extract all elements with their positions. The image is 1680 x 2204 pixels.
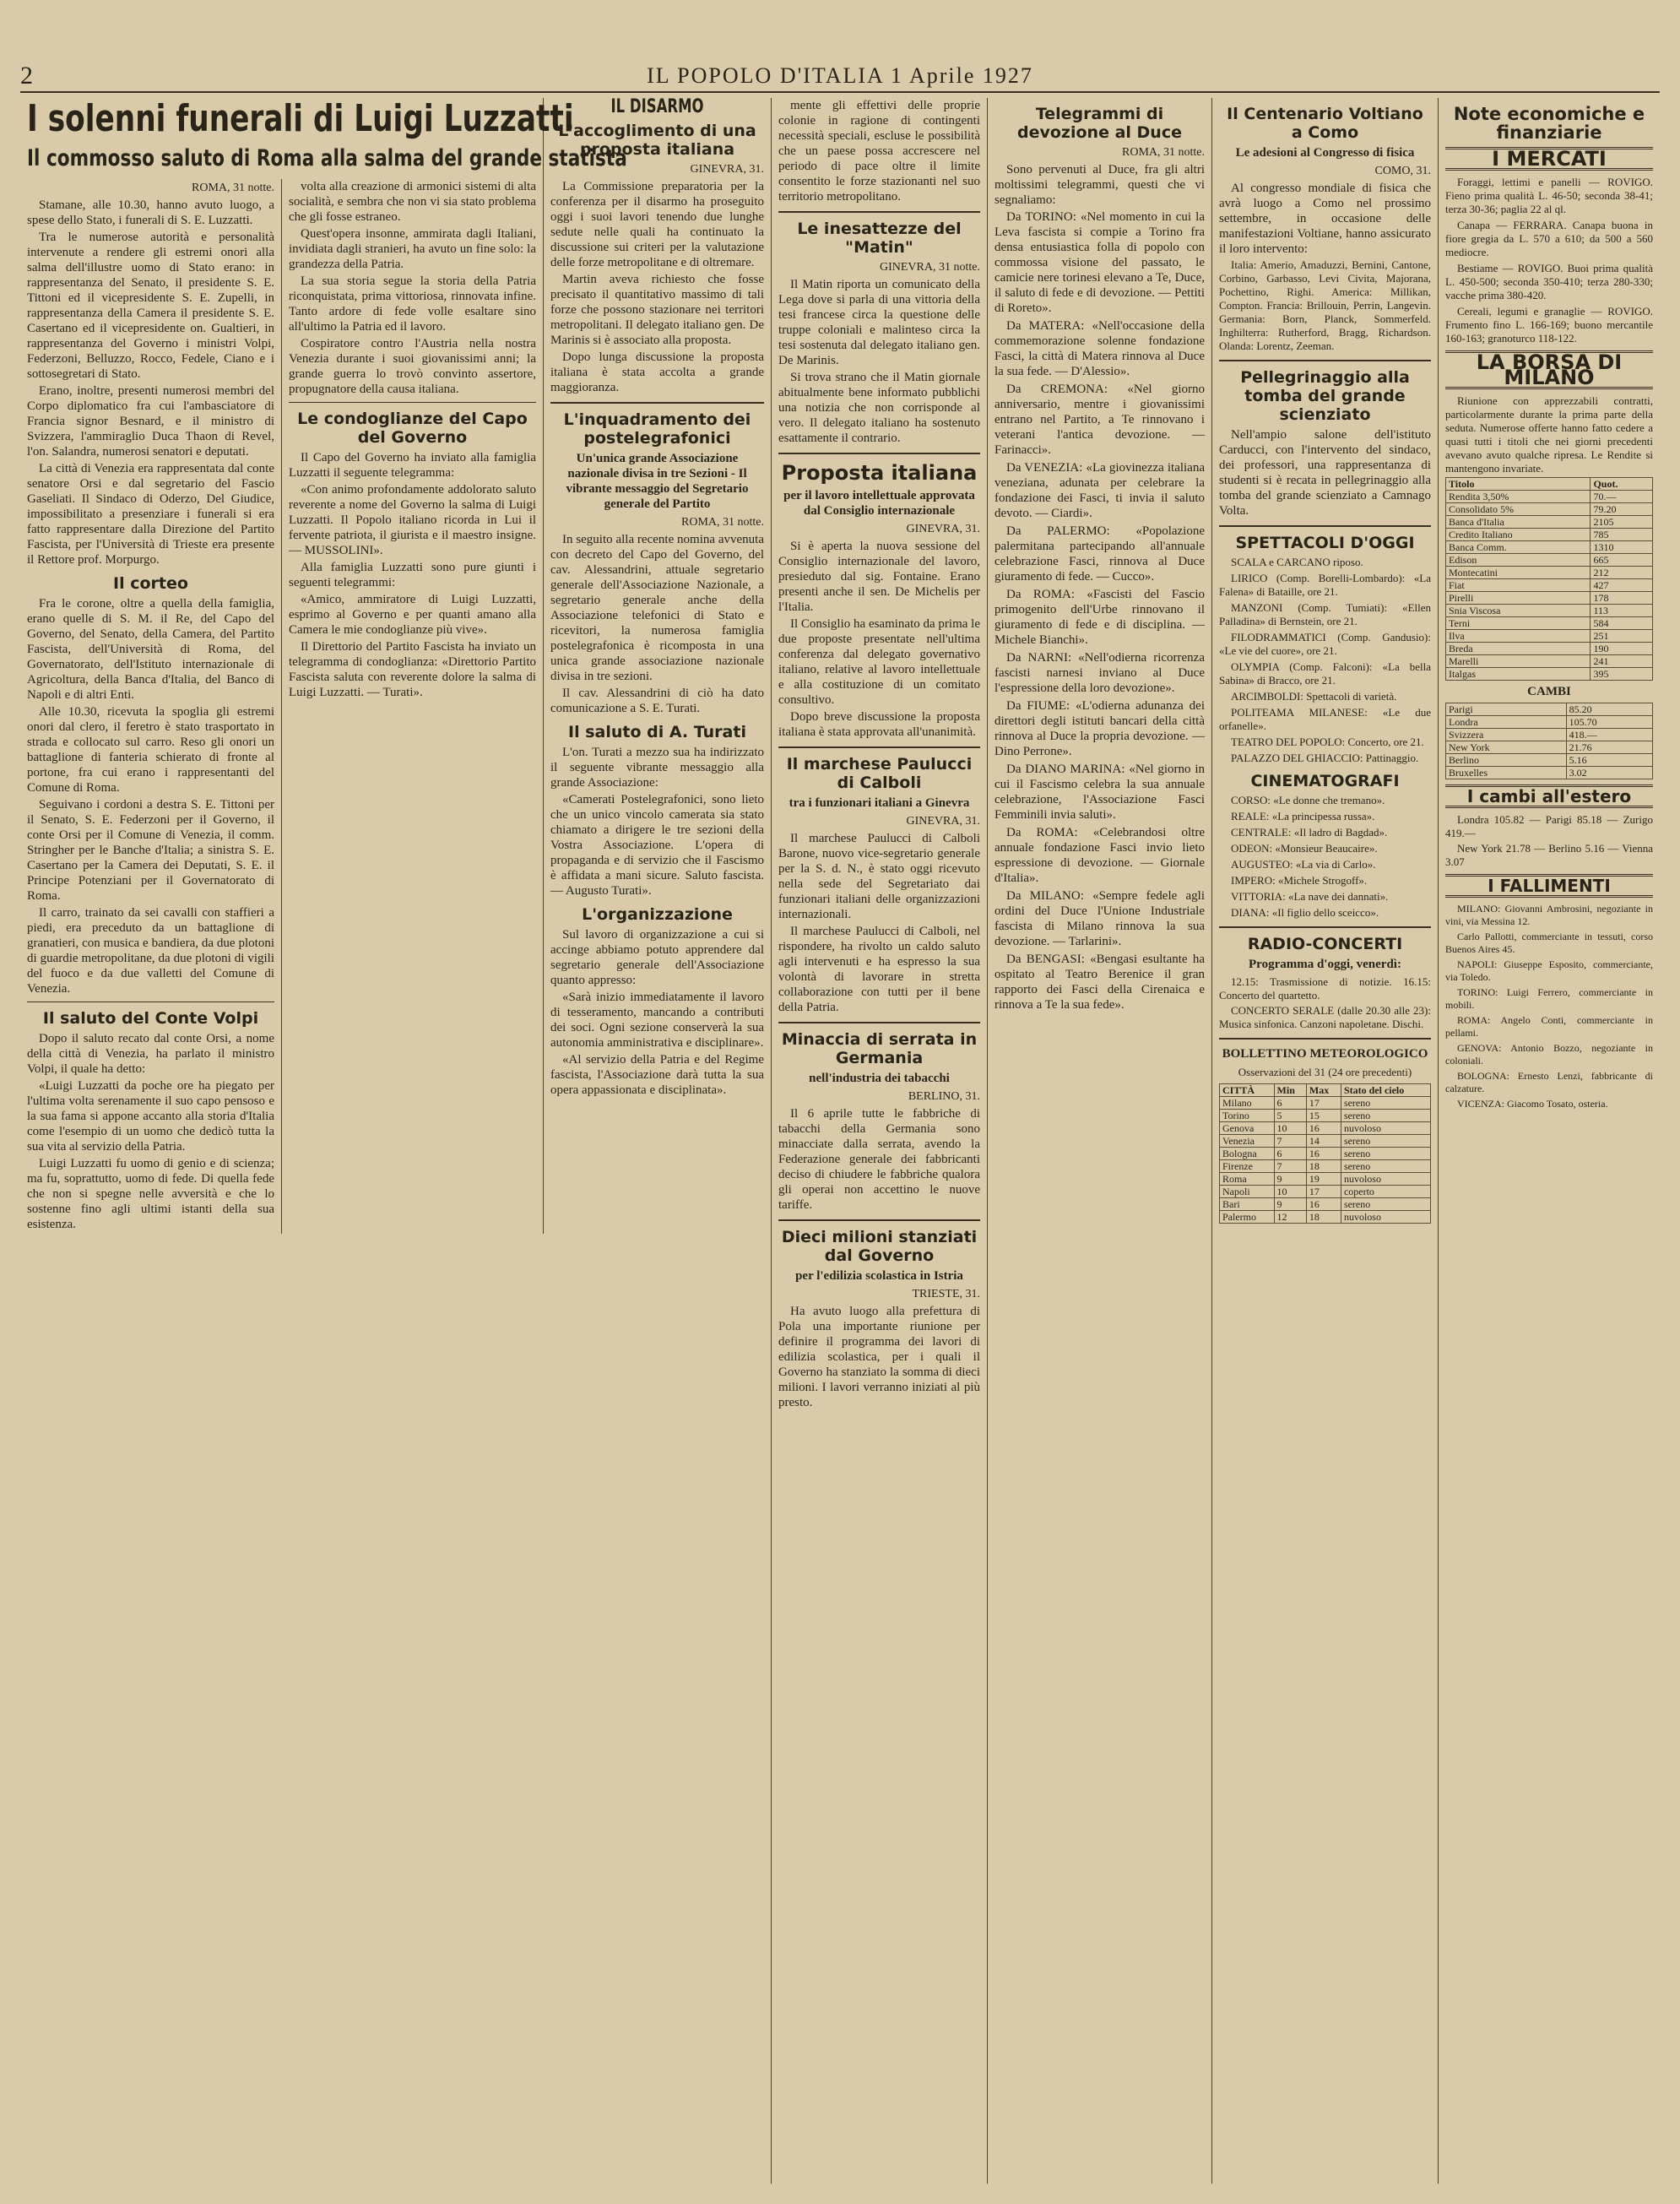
section-title: Le condoglianze del Capo del Governo <box>297 410 528 447</box>
table-header: Max <box>1306 1084 1341 1097</box>
section-title: Il saluto del Conte Volpi <box>42 1009 259 1028</box>
economia-column <box>1439 98 1660 2184</box>
telegram-item: Da ROMA: «Fascisti del Fascio primogenito dell'Urbe rinnovano il giuramento di fede e di disciplina. — Michele Bianchi». <box>994 588 1205 647</box>
table-row: Torino 5 15 sereno <box>1220 1110 1431 1122</box>
paragraph: Luigi Luzzatti fu uomo di genio e di scienza; ma fu, soprattutto, uomo di fede. Di quella fede che non si spegne nelle avversità e che lo sostenne fino agli ultimi istanti della sua esistenza. <box>27 1157 274 1231</box>
dateline: GINEVRA, 31. <box>690 163 764 176</box>
telegram-item: Da PALERMO: «Popolazione palermitana partecipando all'annuale celebrazione Fasci, rinnova al Duce giuramento di fede. — Cucco». <box>994 524 1205 584</box>
exchange-table <box>1445 703 1653 779</box>
paragraph: Stamane, alle 10.30, hanno avuto luogo, a spese dello Stato, i funerali di S. E. Luzzatti. <box>27 198 274 227</box>
telegram-item: Da DIANO MARINA: «Nel giorno in cui il Fascismo celebra la sua annuale celebrazione, l'Associazione Fasci Femminili invia saluti». <box>994 763 1205 822</box>
article-title: Dieci milioni stanziati dal Governo <box>781 1228 978 1265</box>
paragraph: mente gli effettivi delle proprie colonie in ragione di contingenti necessità speciali, escluse le possibilità che un paese possa accrescere nel periodo di pace oltre il limite consentito le forze stazionanti nel suo territorio metropolitano. <box>778 99 980 204</box>
article-title: Minaccia di serrata in Germania <box>781 1030 978 1067</box>
dateline: ROMA, 31 notte. <box>192 182 274 194</box>
table-row: Italgas 395 <box>1446 668 1653 681</box>
paragraph: Il Matin riporta un comunicato della Lega dove si parla di una vittoria della tesi francese circa la questione delle truppe coloniali e malinteso circa la tesi sostenuta dal delegato italiano gen. De Marinis. <box>778 278 980 367</box>
paragraph: Al congresso mondiale di fisica che avrà luogo a Como nel prossimo settembre, in occasione delle manifestazioni Voltiane, hanno assicurato il loro intervento: <box>1219 182 1431 256</box>
paragraph: Il 6 aprile tutte le fabbriche di tabacchi della Germania sono minacciate dalla serrata, avendo la Federazione generale dei fabbricanti deciso di chiudere le fabbriche qualora gli operai non accettino le nuove tariffe. <box>778 1107 980 1212</box>
listing-item: CORSO: «Le donne che tremano». <box>1231 794 1385 806</box>
telegram-item: Da MILANO: «Sempre fedele agli ordini del Duce l'Unione Industriale fascista di Milano rinnova la sua devozione. — Tarlarini». <box>994 889 1205 948</box>
table-row: Napoli 10 17 coperto <box>1220 1186 1431 1198</box>
listing-item: ARCIMBOLDI: Spettacoli di varietà. <box>1231 690 1397 703</box>
section-title: I cambi all'estero <box>1445 784 1653 808</box>
list-item: BOLOGNA: Ernesto Lenzi, fabbricante di calzature. <box>1445 1070 1653 1094</box>
listing-item: SCALA e CARCANO riposo. <box>1231 556 1363 568</box>
table-row: Pirelli 178 <box>1446 592 1653 605</box>
listing-item: OLYMPIA (Comp. Falconi): «La bella Sabina» di Bracco, ore 21. <box>1219 660 1431 687</box>
paragraph: Riunione con apprezzabili contratti, particolarmente durante la prima parte della seduta. Numerose offerte hanno fatto cedere a quasi tutti i titoli che nei giorni precedenti avevano avuto qualche ripresa. Le Rendite si mantengono invariate. <box>1445 394 1653 475</box>
listing-item: POLITEAMA MILANESE: «Le due orfanelle». <box>1219 706 1431 732</box>
article-title: Proposta italiana <box>781 461 978 485</box>
paragraph: Sono pervenuti al Duce, fra gli altri moltissimi telegrammi, questi che vi segnaliamo: <box>994 163 1205 207</box>
telegram-item: Da NARNI: «Nell'odierna ricorrenza fascisti narnesi inviano al Duce l'espressione della loro devozione». <box>994 651 1205 695</box>
table-row: Banca d'Italia 2105 <box>1446 516 1653 529</box>
paragraph: «Camerati Postelegrafonici, sono lieto che un unico vincolo camerata sia stato chiamato a dirigere le tre sezioni della Vostra Associazione. L'opera di propaganda e di servizio che il Fascismo è affidata a mani sicure. Saluto fascista. — Augusto Turati». <box>550 793 764 898</box>
luzzatti-col-b <box>282 179 544 1234</box>
luzzatti-col-a <box>20 179 282 1234</box>
paragraph: Martin aveva richiesto che fosse precisato il quantitativo massimo di tali forze che possono stazionare nei territori metropolitani. Il delegato italiano gen. De Marinis si è associato alla proposta. <box>550 273 764 347</box>
section-title: BOLLETTINO METEOROLOGICO <box>1222 1047 1428 1061</box>
table-row: Parigi 85.20 <box>1446 703 1653 716</box>
page-header <box>20 61 1660 93</box>
paragraph: Dopo breve discussione la proposta italiana è stata approvata all'unanimità. <box>778 710 980 739</box>
paragraph: New York 21.78 — Berlino 5.16 — Vienna 3.07 <box>1445 842 1653 868</box>
table-row: Montecatini 212 <box>1446 567 1653 579</box>
article-title: Il Centenario Voltiano a Como <box>1227 105 1423 142</box>
section-title: SPETTACOLI D'OGGI <box>1235 534 1415 552</box>
paragraph: In seguito alla recente nomina avvenuta con decreto del Capo del Governo, del cav. Alessandrini, attuale segretario generale dell'Associazione Nazionale, a segretario generale anche della Associazione telefonici di Stato e ricevitori, la numerosa famiglia postelegrafonica è ricomposta in una unica grande associazione nazionale divisa in tre sezioni. <box>550 533 764 683</box>
paragraph: Alla famiglia Luzzatti sono pure giunti i seguenti telegrammi: <box>289 561 536 589</box>
market-item: Canapa — FERRARA. Canapa buona in fiore gregia da L. 570 a 610; da 500 a 560 mediocre. <box>1445 219 1653 258</box>
telegram-item: Da ROMA: «Celebrandosi oltre annuale fondazione Fasci invio lieto espressione di devozione. — Giornale d'Italia». <box>994 826 1205 885</box>
listing-item: PALAZZO DEL GHIACCIO: Pattinaggio. <box>1231 752 1419 764</box>
section-subtitle: Osservazioni del 31 (24 ore precedenti) <box>1238 1066 1412 1078</box>
dateline: COMO, 31. <box>1374 165 1431 177</box>
listing-item: LIRICO (Comp. Borelli-Lombardo): «La Falena» di Bataille, ore 21. <box>1219 572 1431 598</box>
paragraph: Quest'opera insonne, ammirata dagli Italiani, invidiata dagli stranieri, ha avuto un fine solo: la grandezza della Patria. <box>289 227 536 271</box>
table-row: Fiat 427 <box>1446 579 1653 592</box>
dateline: GINEVRA, 31 notte. <box>880 261 980 274</box>
listing-item: MANZONI (Comp. Tumiati): «Ellen Palladina» di Bernstein, ore 21. <box>1219 601 1431 627</box>
dateline: GINEVRA, 31. <box>906 815 980 828</box>
telegram-item: Da CREMONA: «Nel giorno anniversario, mentre i giovanissimi entrano nel Partito, a Te rinnovano i veterani l'antica devozione. — Farinacci». <box>994 383 1205 457</box>
table-row: Palermo 12 18 nuvoloso <box>1220 1211 1431 1224</box>
telegrammi-column <box>988 98 1212 2184</box>
luzzatti-article <box>20 97 627 2184</box>
table-header: Stato del cielo <box>1341 1084 1430 1097</box>
list-item: ROMA: Angelo Conti, commerciante in pellami. <box>1445 1014 1653 1039</box>
table-row: New York 21.76 <box>1446 741 1653 754</box>
paragraph: Il marchese Paulucci di Calboli Barone, nuovo vice-segretario generale per la S. d. N., è stato oggi ricevuto nella sede del Segretariato dai funzionari italiani delle organizzazioni internazionali. <box>778 832 980 921</box>
columns <box>20 98 1660 2184</box>
stock-table <box>1445 477 1653 681</box>
paragraph: «Al servizio della Patria e del Regime fascista, l'Associazione darà tutta la sua opera appassionata e disciplinata». <box>550 1053 764 1097</box>
dateline: ROMA, 31 notte. <box>1122 146 1205 159</box>
voltiano-column <box>1212 98 1439 2184</box>
table-row: Snia Viscosa 113 <box>1446 605 1653 617</box>
paragraph: Si è aperta la nuova sessione del Consiglio internazionale del lavoro, presieduto dal sig. Fontaine. Erano presenti anche il sen. De Michelis per l'Italia. <box>778 540 980 614</box>
paragraph: Il Direttorio del Partito Fascista ha inviato un telegramma di condoglianza: «Direttorio Partito Fascista saluta con reverente dolore la salma di Luigi Luzzatti. — Turati». <box>289 640 536 699</box>
paragraph: «Amico, ammiratore di Luigi Luzzatti, esprimo al Governo e per quanti amano alla Camera le mie condoglianze più vive». <box>289 593 536 637</box>
table-row: Rendita 3,50% 70.— <box>1446 491 1653 503</box>
section-subtitle: Programma d'oggi, venerdì: <box>1249 958 1401 971</box>
paragraph: Sul lavoro di organizzazione a cui si accinge abbiamo potuto apprendere dal segretario generale dell'Associazione quanto appresso: <box>550 928 764 987</box>
paragraph: Ha avuto luogo alla prefettura di Pola una importante riunione per definire il programma dei lavori di edilizia scolastica, per i quali il Governo ha stanziato la somma di dieci milioni. I lavori verranno iniziati al più presto. <box>778 1305 980 1409</box>
market-item: Foraggi, lettimi e panelli — ROVIGO. Fieno prima qualità L. 46-50; seconda 38-41; terza 30-36; paglia 22 al ql. <box>1445 176 1653 215</box>
telegram-item: Da MATERA: «Nell'occasione della commemorazione solenne fondazione Fasci, la città di Matera rinnova al Duce la sua fede. — D'Alessio». <box>994 319 1205 378</box>
paragraph: Il Capo del Governo ha inviato alla famiglia Luzzatti il seguente telegramma: <box>289 451 536 480</box>
ginevra-column <box>772 98 988 2184</box>
listing-item: TEATRO DEL POPOLO: Concerto, ore 21. <box>1231 736 1424 748</box>
table-row: Londra 105.70 <box>1446 716 1653 729</box>
paragraph: Cospiratore contro l'Austria nella nostra Venezia durante i suoi giovanissimi anni; la grande guerra lo trovò convinto assertore, propugnatore della causa italiana. <box>289 337 536 396</box>
article-subtitle: nell'industria dei tabacchi <box>809 1072 950 1085</box>
dateline: ROMA, 31 notte. <box>681 516 764 529</box>
list-item: GENOVA: Antonio Bozzo, negoziante in coloniali. <box>1445 1042 1653 1067</box>
dateline: BERLINO, 31. <box>908 1090 980 1103</box>
table-header: Quot. <box>1591 478 1653 491</box>
paragraph: Tra le numerose autorità e personalità intervenute a rendere gli estremi onori alla salma dell'illustre uomo di Stato erano: in rappresentanza del Senato, il presidente S. E. Tittoni ed il vicepresidente S. E. Zupelli, in rappresentanza della Camera il presidente S. E. Casertano ed il vicepresidente on. Gualtieri, in rappresentanza del Governo i ministri Volpi, Federzoni, Belluzzo, Rocco, Fedele, Ciano e i sottosegretari di Stato. <box>27 231 274 381</box>
paragraph: 12.15: Trasmissione di notizie. 16.15: Concerto del quartetto. <box>1219 975 1431 1002</box>
paragraph: «Sarà inizio immediatamente il lavoro di tesseramento, mancando a contributi dei soci. Ogni sezione conserverà la sua autonomia amministrativa e disciplinare». <box>550 991 764 1050</box>
paragraph: CONCERTO SERALE (dalle 20.30 alle 23): Musica sinfonica. Canzoni napoletane. Dischi. <box>1219 1004 1431 1030</box>
list-item: MILANO: Giovanni Ambrosini, negoziante in vini, via Messina 12. <box>1445 903 1653 927</box>
listing-item: FILODRAMMATICI (Comp. Gandusio): «Le vie del cuore», ore 21. <box>1219 631 1431 657</box>
article-title: L'inquadramento dei postelegrafonici <box>563 410 751 448</box>
article-title: Telegrammi di devozione al Duce <box>1017 105 1182 142</box>
paragraph: Nell'ampio salone dell'istituto Carducci, con l'intervento del sindaco, dei professori, una rappresentanza di studenti si è recata in pellegrinaggio alla tomba del grande scienziato a Camnago Volta. <box>1219 428 1431 518</box>
paragraph: La città di Venezia era rappresentata dal conte senatore Orsi e dal segretario del Fascio Gaseliati. Il Sindaco di Oderzo, Del Giudice, impossibilitato a presenziare i funerali si era fatto rappresentare dalla Direzione del Partito Fascista, per l'Università di Trieste era presente il Rettore prof. Morpurgo. <box>27 462 274 567</box>
article-title: Il marchese Paulucci di Calboli <box>786 755 973 792</box>
section-title: CINEMATOGRAFI <box>1250 772 1400 790</box>
table-row: Svizzera 418.— <box>1446 729 1653 741</box>
paragraph: Il carro, trainato da sei cavalli con staffieri a piedi, era preceduto da un battaglione di granatieri, con musica e bandiera, da due plotoni di guardie metropolitane, da due plotoni di vigili del fuoco e da due valletti del Comune di Venezia. <box>27 906 274 996</box>
article-subtitle: Un'unica grande Associazione nazionale divisa in tre Sezioni - Il vibrante messaggio del Segretario generale del Partito <box>566 452 749 511</box>
table-row: Bari 9 16 sereno <box>1220 1198 1431 1211</box>
listing-item: IMPERO: «Michele Strogoff». <box>1231 874 1368 887</box>
table-row: Firenze 7 18 sereno <box>1220 1160 1431 1173</box>
table-row: Banca Comm. 1310 <box>1446 541 1653 554</box>
table-header: Min <box>1274 1084 1306 1097</box>
paragraph: Il Consiglio ha esaminato da prima le due proposte presentate nell'ultima conferenza dal delegato governativo italiano, relative al lavoro intellettuale e alla costituzione di un comitato consultivo. <box>778 617 980 707</box>
table-row: Credito Italiano 785 <box>1446 529 1653 541</box>
paragraph: volta alla creazione di armonici sistemi di alta socialità, e sembra che non vi sia stato problema che gli fosse estraneo. <box>289 180 536 224</box>
section-title: Il saluto di A. Turati <box>568 723 746 741</box>
article-title: Note economiche e finanziarie <box>1453 104 1645 143</box>
table-row: Marelli 241 <box>1446 655 1653 668</box>
table-row: Bruxelles 3.02 <box>1446 767 1653 779</box>
paragraph: Dopo il saluto recato dal conte Orsi, a nome della città di Venezia, ha parlato il ministro Volpi, il quale ha detto: <box>27 1032 274 1076</box>
listing-item: REALE: «La principessa russa». <box>1231 810 1375 822</box>
table-row: Berlino 5.16 <box>1446 754 1653 767</box>
section-title: I MERCATI <box>1445 147 1653 171</box>
paragraph: Alle 10.30, ricevuta la spoglia gli estremi onori dal clero, il feretro è stato trasportato in strada e collocato sul carro. Reso gli onori un battaglione di fanteria schierato di fronte al portone, fra cui erano i rappresentanti del Comune di Roma. <box>27 705 274 795</box>
telegram-item: Da FIUME: «L'odierna adunanza dei direttori degli istituti bancari della città rinnova al Duce la propria devozione. — Dino Perrone». <box>994 699 1205 758</box>
paragraph: «Luigi Luzzatti da poche ore ha piegato per l'ultima volta serenamente il suo capo pensoso e la sua fama si appone accanto alla storia d'Italia come l'esempio di un uomo che dedicò tutta la sua vita al servizio della Patria. <box>27 1079 274 1154</box>
meteo-table <box>1219 1083 1431 1224</box>
paragraph: Dopo lunga discussione la proposta italiana è stata accolta a grande maggioranza. <box>550 350 764 394</box>
table-row: Breda 190 <box>1446 643 1653 655</box>
section-title: Il corteo <box>113 574 188 593</box>
section-title: CAMBI <box>1527 685 1571 698</box>
article-subtitle: tra i funzionari italiani a Ginevra <box>789 796 970 810</box>
dateline: GINEVRA, 31. <box>906 523 980 535</box>
telegram-item: Da BENGASI: «Bengasi esultante ha ospitato al Teatro Berenice il gran rapporto dei Fasci della Cirenaica e rinnova a Te la sua fede». <box>994 953 1205 1012</box>
table-row: Venezia 7 14 sereno <box>1220 1135 1431 1148</box>
paragraph: Fra le corone, oltre a quella della famiglia, erano quelle di S. M. il Re, del Capo del Governo, del Senato, della Camera, del Partito Fascista, dell'Università di Roma, del Governatorato, dell'Istituto internazionale di Agricoltura, della Banca d'Italia, del Banco di Napoli e di altri Enti. <box>27 597 274 702</box>
paragraph: La Commissione preparatoria per la conferenza per il disarmo ha proseguito oggi i suoi lavori tenendo due lunghe sedute nelle quali ha continuato la discussione sui criteri per la valutazione delle forze metropolitane e di oltremare. <box>550 180 764 269</box>
table-row: Terni 584 <box>1446 617 1653 630</box>
main-deck: Il commosso saluto di Roma alla salma del grande statista <box>27 145 627 171</box>
list-item: TORINO: Luigi Ferrero, commerciante in mobili. <box>1445 986 1653 1011</box>
paragraph: Erano, inoltre, presenti numerosi membri del Corpo diplomatico fra cui l'ambasciatore di Francia signor Besnard, e il ministro di Svizzera, l'ammiraglio Duca Thaon di Revel, l'on. Salandra, numerosi senatori e deputati. <box>27 384 274 459</box>
section-title: L'organizzazione <box>582 905 733 924</box>
paragraph: Italia: Amerio, Amaduzzi, Bernini, Cantone, Corbino, Garbasso, Levi Civita, Majorana, Pochettino, Righi. America: Millikan, Compton. Francia: Brillouin, Perrin, Langevin. Germania: Born, Planck, Sommerfeld. Inghilterra: Rutherford, Bragg, Richardson. Olanda: Lorentz, Zeeman. <box>1219 258 1431 352</box>
paragraph: Si trova strano che il Matin giornale abitualmente bene informato pubblichi una notizia che non corrisponde al vero. Il delegato italiano ha sostenuto esattamente il contrario. <box>778 371 980 445</box>
paragraph: Il cav. Alessandrini di ciò ha dato comunicazione a S. E. Turati. <box>550 687 764 715</box>
table-row: Edison 665 <box>1446 554 1653 567</box>
telegram-item: Da VENEZIA: «La giovinezza italiana veneziana, adunata per celebrare la fondazione dei Fasci, ti invia il saluto devoto. — Ciardi». <box>994 461 1205 520</box>
masthead: IL POPOLO D'ITALIA 1 Aprile 1927 <box>647 63 1033 88</box>
article-title: Le inesattezze del "Matin" <box>797 220 962 257</box>
section-title: LA BORSA DI MILANO <box>1445 350 1653 389</box>
page-number: 2 <box>20 62 33 90</box>
article-title: L'accoglimento di una proposta italiana <box>558 122 756 159</box>
market-item: Cereali, legumi e granaglie — ROVIGO. Frumento fino L. 166-169; buono mercantile 160-163; granoturco 118-122. <box>1445 305 1653 345</box>
listing-item: CENTRALE: «Il ladro di Bagdad». <box>1231 826 1388 839</box>
table-row: Genova 10 16 nuvoloso <box>1220 1122 1431 1135</box>
paragraph: Seguivano i cordoni a destra S. E. Tittoni per il Senato, S. E. Federzoni per il Governo, il conte Orsi per il Comune di Venezia, il comm. Stringher per le Banche d'Italia; a sinistra S. E. Casertano per la Camera dei Deputati, S. E. il Principe Potenziani per il Governatorato di Roma. <box>27 798 274 903</box>
table-row: Bologna 6 16 sereno <box>1220 1148 1431 1160</box>
paragraph: «Con animo profondamente addolorato saluto reverente a nome del Governo la salma di Luigi Luzzatti. Il Popolo italiano ricorda in Lui il fervente patriota, il giurista e il maestro insigne. — MUSSOLINI». <box>289 483 536 557</box>
main-headline: I solenni funerali di Luigi Luzzatti <box>27 97 574 140</box>
list-item: VICENZA: Giacomo Tosato, osteria. <box>1457 1098 1608 1110</box>
kicker: IL DISARMO <box>610 96 704 117</box>
article-subtitle: Le adesioni al Congresso di fisica <box>1235 146 1415 160</box>
listing-item: VITTORIA: «La nave dei dannati». <box>1231 890 1389 903</box>
listing-item: ODEON: «Monsieur Beaucaire». <box>1231 842 1378 855</box>
paragraph: Londra 105.82 — Parigi 85.18 — Zurigo 419.— <box>1445 813 1653 839</box>
section-title: RADIO-CONCERTI <box>1247 935 1403 953</box>
telegram-item: Da TORINO: «Nel momento in cui la Leva fascista si compie a Torino fra densa entusiastica folla di popolo con commossa visione del passato, le camicie nere torinesi elevano a Te, Duce, il saluto di fede e di devozione. — Pettiti di Roreto». <box>994 210 1205 315</box>
disarmo-column <box>544 98 772 2184</box>
list-item: NAPOLI: Giuseppe Esposito, commerciante, via Toledo. <box>1445 958 1653 983</box>
dateline: TRIESTE, 31. <box>912 1288 980 1300</box>
paragraph: La sua storia segue la storia della Patria riconquistata, prima vittoriosa, rinnovata infine. Tanto ardore di fede volle esaltare sino all'ultimo la Patria ed il lavoro. <box>289 274 536 334</box>
table-row: Milano 6 17 sereno <box>1220 1097 1431 1110</box>
article-subtitle: per il lavoro intellettuale approvata dal Consiglio internazionale <box>783 489 975 518</box>
listing-item: DIANA: «Il figlio dello sceicco». <box>1231 906 1379 919</box>
paragraph: L'on. Turati a mezzo sua ha indirizzato il seguente vibrante messaggio alla grande Associazione: <box>550 746 764 790</box>
section-title: Pellegrinaggio alla tomba del grande scienziato <box>1240 368 1410 424</box>
table-header: CITTÀ <box>1220 1084 1275 1097</box>
table-row: Ilva 251 <box>1446 630 1653 643</box>
table-row: Consolidato 5% 79.20 <box>1446 503 1653 516</box>
section-title: I FALLIMENTI <box>1445 874 1653 898</box>
article-subtitle: per l'edilizia scolastica in Istria <box>795 1269 963 1283</box>
table-row: Roma 9 19 nuvoloso <box>1220 1173 1431 1186</box>
table-header: Titolo <box>1446 478 1591 491</box>
market-item: Bestiame — ROVIGO. Buoi prima qualità L. 450-500; seconda 350-410; terza 280-330; vacche prima 380-420. <box>1445 262 1653 301</box>
listing-item: AUGUSTEO: «La via di Carlo». <box>1231 858 1376 871</box>
list-item: Carlo Pallotti, commerciante in tessuti, corso Buenos Aires 45. <box>1445 931 1653 955</box>
paragraph: Il marchese Paulucci di Calboli, nel rispondere, ha rivolto un caldo saluto agli intervenuti e ha espresso la sua volontà di lavorare in stretta collaborazione con tutti per il bene della Patria. <box>778 925 980 1014</box>
